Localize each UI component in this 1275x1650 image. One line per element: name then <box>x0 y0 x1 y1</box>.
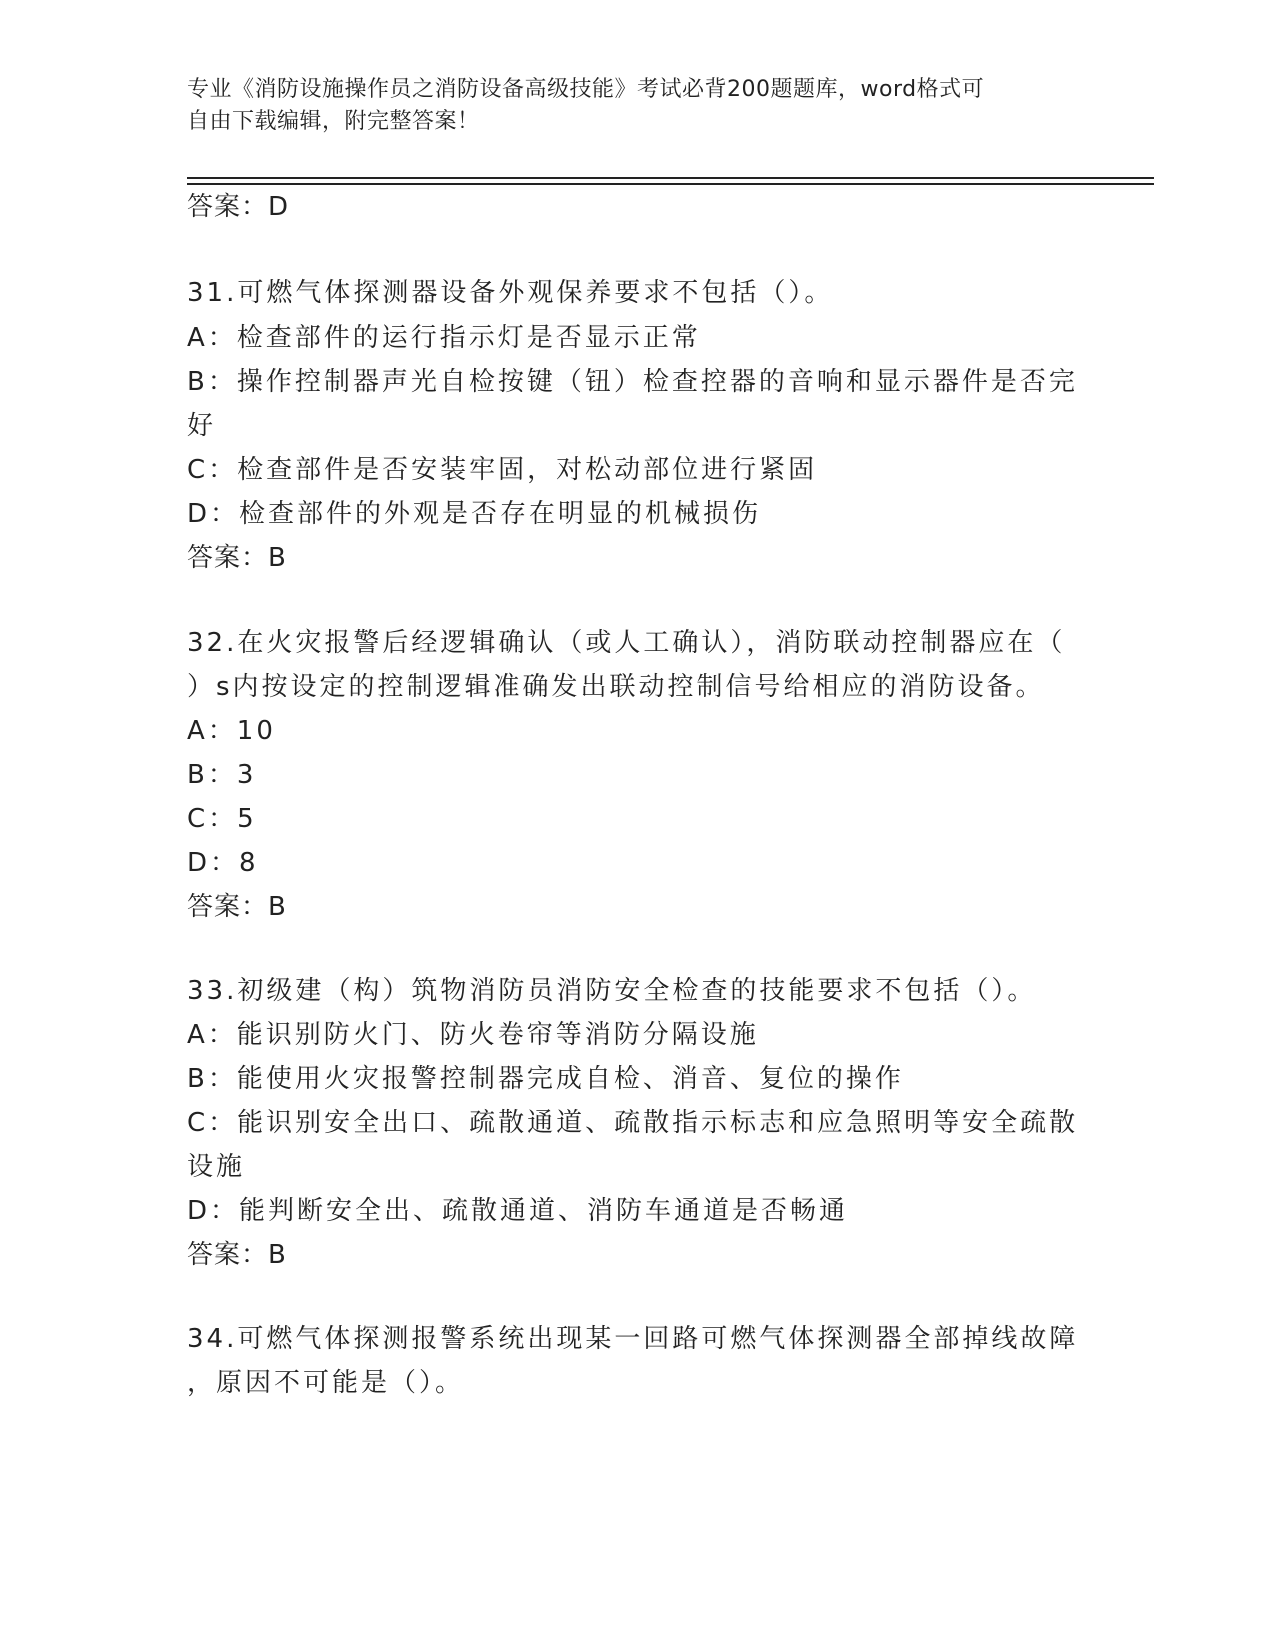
question-stem: 34.可燃气体探测报警系统出现某一回路可燃气体探测器全部掉线故障 <box>187 1324 1079 1354</box>
option-b-cont: 好 <box>187 411 217 441</box>
question-stem-cont: ，原因不可能是（）。 <box>187 1368 465 1398</box>
header-rule-bottom <box>187 183 1154 185</box>
option-b: B：3 <box>187 760 257 790</box>
document-header <box>187 74 1067 138</box>
option-d: D：8 <box>187 848 259 878</box>
answer: 答案：B <box>187 892 287 922</box>
option-c: C：检查部件是否安装牢固，对松动部位进行紧固 <box>187 455 818 485</box>
question-stem: 31.可燃气体探测器设备外观保养要求不包括（）。 <box>187 278 834 308</box>
header-rule-top <box>187 177 1154 179</box>
question-stem-cont: ）s内按设定的控制逻辑准确发出联动控制信号给相应的消防设备。 <box>187 672 1045 702</box>
option-a: A：检查部件的运行指示灯是否显示正常 <box>187 323 701 353</box>
option-b: B：操作控制器声光自检按键（钮）检查控器的音响和显示器件是否完 <box>187 367 1078 397</box>
header-line-2: 自由下载编辑，附完整答案！ <box>187 109 480 134</box>
option-b: B：能使用火灾报警控制器完成自检、消音、复位的操作 <box>187 1064 904 1094</box>
option-c-cont: 设施 <box>187 1152 246 1182</box>
question-stem: 33.初级建（构）筑物消防员消防安全检查的技能要求不包括（）。 <box>187 976 1037 1006</box>
option-d: D：能判断安全出、疏散通道、消防车通道是否畅通 <box>187 1196 849 1226</box>
header-line-1: 专业《消防设施操作员之消防设备高级技能》考试必背200题题库，word格式可 <box>187 77 985 102</box>
option-d: D：检查部件的外观是否存在明显的机械损伤 <box>187 499 762 529</box>
option-c: C：能识别安全出口、疏散通道、疏散指示标志和应急照明等安全疏散 <box>187 1108 1079 1138</box>
answer: 答案：B <box>187 1240 287 1270</box>
previous-answer: 答案：D <box>187 192 290 222</box>
option-a: A：能识别防火门、防火卷帘等消防分隔设施 <box>187 1020 759 1050</box>
option-c: C：5 <box>187 804 257 834</box>
question-stem: 32.在火灾报警后经逻辑确认（或人工确认），消防联动控制器应在（ <box>187 628 1066 658</box>
option-a: A：10 <box>187 716 276 746</box>
answer: 答案：B <box>187 543 287 573</box>
